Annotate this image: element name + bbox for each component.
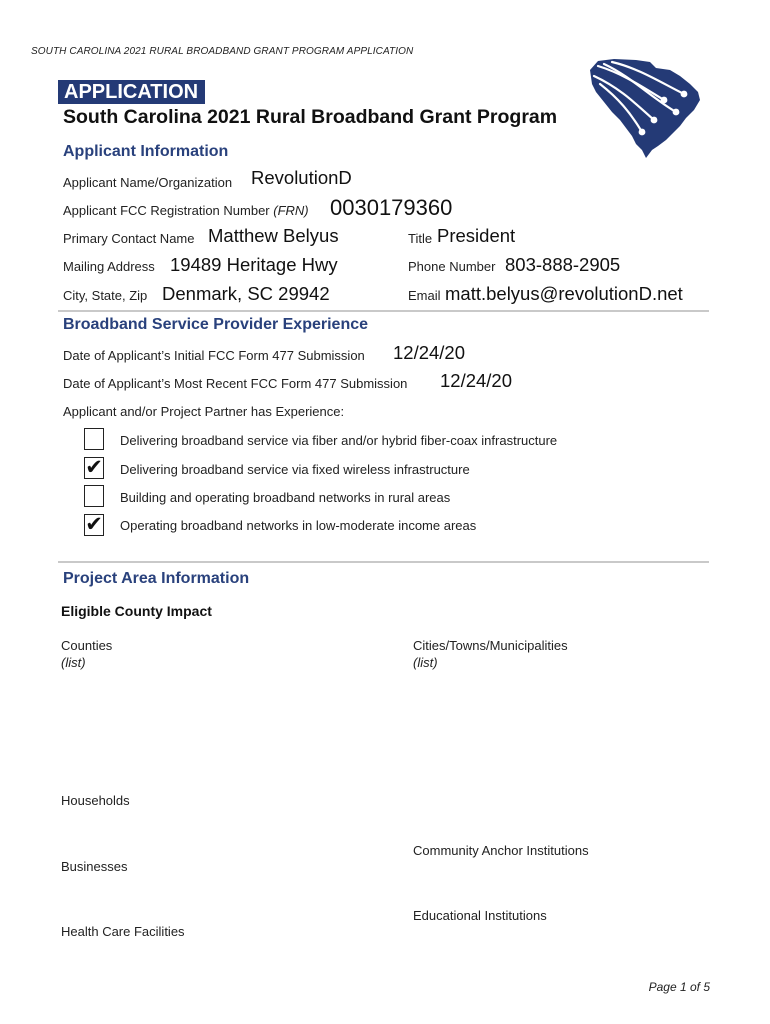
- running-header: SOUTH CAROLINA 2021 RURAL BROADBAND GRANT PROGRAM APPLICATION: [31, 46, 414, 57]
- email-value[interactable]: matt.belyus@revolutionD.net: [445, 283, 683, 304]
- frn-label-text: Applicant FCC Registration Number: [63, 203, 270, 218]
- initial-form-477-label: Date of Applicant’s Initial FCC Form 477 Submission: [63, 348, 365, 363]
- experience-checkbox-fiber[interactable]: [84, 428, 104, 450]
- phone-label: Phone Number: [408, 259, 496, 274]
- eligible-county-impact-heading: Eligible County Impact: [61, 603, 212, 619]
- businesses-label: Businesses: [61, 859, 128, 874]
- section-divider: [58, 310, 709, 312]
- experience-option-rural: Building and operating broadband networks in rural areas: [120, 490, 451, 505]
- application-tag: APPLICATION: [58, 80, 205, 104]
- contact-name-value[interactable]: Matthew Belyus: [208, 225, 339, 246]
- section-divider: [58, 561, 709, 563]
- applicant-information-heading: Applicant Information: [63, 143, 229, 160]
- experience-checkbox-rural[interactable]: [84, 485, 104, 507]
- city-state-zip-value[interactable]: Denmark, SC 29942: [162, 283, 330, 304]
- community-anchor-label: Community Anchor Institutions: [413, 843, 589, 858]
- experience-heading: Broadband Service Provider Experience: [63, 316, 369, 333]
- counties-hint: (list): [61, 655, 86, 670]
- title-label: Title: [408, 231, 433, 246]
- educational-institutions-label: Educational Institutions: [413, 908, 547, 923]
- frn-label: [63, 203, 309, 218]
- applicant-name-value[interactable]: RevolutionD: [251, 167, 352, 188]
- counties-label: Counties: [61, 638, 113, 653]
- recent-form-477-value[interactable]: 12/24/20: [440, 370, 513, 391]
- contact-name-label: Primary Contact Name: [63, 231, 195, 246]
- frn-value[interactable]: 0030179360: [330, 195, 453, 220]
- page-number: Page 1 of 5: [648, 980, 710, 994]
- frn-suffix: (FRN): [273, 203, 309, 218]
- checkmark-icon: ✔: [85, 456, 103, 479]
- health-care-label: Health Care Facilities: [61, 924, 185, 939]
- cities-hint: (list): [413, 655, 438, 670]
- initial-form-477-value[interactable]: 12/24/20: [393, 342, 466, 363]
- checkmark-icon: ✔: [85, 513, 103, 536]
- south-carolina-map-icon: [584, 54, 706, 158]
- cities-label: Cities/Towns/Municipalities: [413, 638, 568, 653]
- experience-option-fixed-wireless: Delivering broadband service via fixed wireless infrastructure: [120, 462, 470, 477]
- mailing-address-value[interactable]: 19489 Heritage Hwy: [170, 254, 338, 275]
- experience-option-low-moderate-income: Operating broadband networks in low-moderate income areas: [120, 518, 477, 533]
- email-label: Email: [408, 288, 441, 303]
- experience-checkbox-low-moderate-income[interactable]: [84, 514, 104, 536]
- experience-checkbox-fixed-wireless[interactable]: [84, 457, 104, 479]
- title-value[interactable]: President: [437, 225, 516, 246]
- phone-value[interactable]: 803-888-2905: [505, 254, 621, 275]
- has-experience-label: Applicant and/or Project Partner has Experience:: [63, 404, 345, 419]
- mailing-address-label: Mailing Address: [63, 259, 155, 274]
- document-title: South Carolina 2021 Rural Broadband Grant Program: [63, 106, 558, 128]
- recent-form-477-label: Date of Applicant’s Most Recent FCC Form 477 Submission: [63, 376, 408, 391]
- city-state-zip-label: City, State, Zip: [63, 288, 148, 303]
- households-label: Households: [61, 793, 130, 808]
- experience-option-fiber: Delivering broadband service via fiber and/or hybrid fiber-coax infrastructure: [120, 433, 558, 448]
- project-area-heading: Project Area Information: [63, 570, 250, 587]
- applicant-name-label: Applicant Name/Organization: [63, 175, 233, 190]
